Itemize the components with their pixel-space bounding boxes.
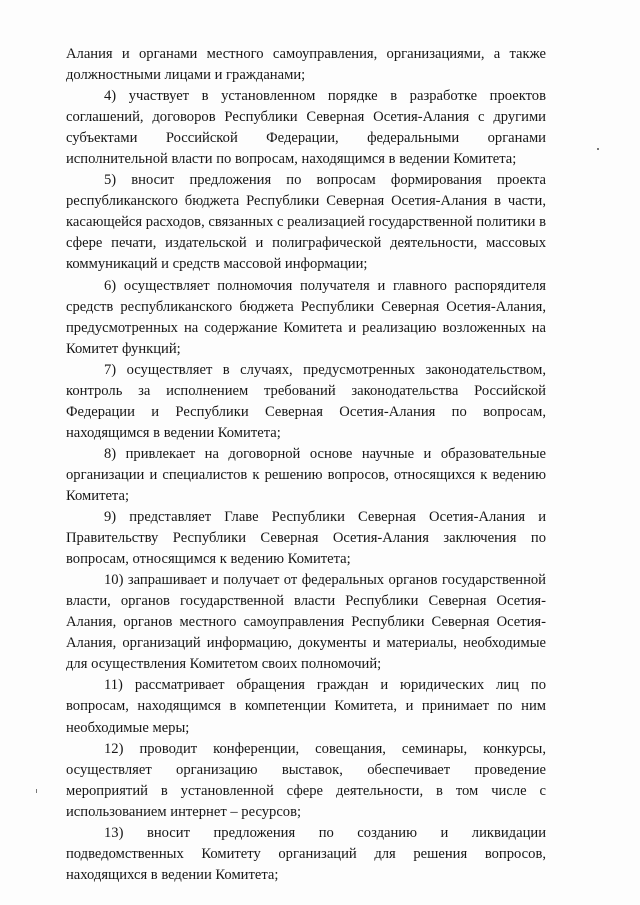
paragraph-item-12: 12) проводит конференции, совещания, семинары, конкурсы, осуществляет организацию выставок, обеспечивает проведение мероприятий в установленной сфере деятельности, в том числе с использованием интернет – ресурсов; bbox=[66, 740, 546, 820]
paragraph-item-6: 6) осуществляет полномочия получателя и главного распорядителя средств республиканского бюджета Республики Северная Осетия-Алания, предусмотренных на содержание Комитета и реализацию возложенных на Комитет функций; bbox=[66, 277, 546, 357]
paragraph-item-13: 13) вносит предложения по созданию и ликвидации подведомственных Комитету организаций для решения вопросов, находящихся в ведении Комитета; bbox=[66, 824, 546, 883]
paragraph-item-10: 10) запрашивает и получает от федеральных органов государственной власти, органов государственной власти Республики Северная Осетия-Алания, органов местного самоуправления Республики Северная Осетия-Алания, организаций информацию, документы и материалы, необходимые для осуществления Комитетом своих полномочий; bbox=[66, 572, 546, 673]
scan-speck bbox=[597, 148, 599, 150]
paragraph-item-5: 5) вносит предложения по вопросам формирования проекта республиканского бюджета Республики Северная Осетия-Алания в части, касающейся расходов, связанных с реализацией государственной политики в сфере печати, издательской и полиграфической деятельности, массовых коммуникаций и средств массовой информации; bbox=[66, 172, 546, 273]
paragraph-item-4: 4) участвует в установленном порядке в разработке проектов соглашений, договоров Республики Северная Осетия-Алания с другими субъектами Российской Федерации, федеральными органами исполнительной власти по вопросам, находящимся в ведении Комитета; bbox=[66, 88, 546, 168]
scan-speck bbox=[36, 789, 37, 793]
paragraph-item-11: 11) рассматривает обращения граждан и юридических лиц по вопросам, находящимся в компетенции Комитета, и принимает по ним необходимые меры; bbox=[66, 677, 546, 736]
paragraph-item-9: 9) представляет Главе Республики Северная Осетия-Алания и Правительству Республики Северная Осетия-Алания заключения по вопросам, относящимся к ведению Комитета; bbox=[66, 509, 546, 568]
paragraph-item-8: 8) привлекает на договорной основе научные и образовательные организации и специалистов к решению вопросов, относящихся к ведению Комитета; bbox=[66, 445, 546, 504]
paragraph-continuation: Алания и органами местного самоуправления, организациями, а также должностными лицами и гражданами; bbox=[66, 46, 546, 84]
paragraph-item-7: 7) осуществляет в случаях, предусмотренных законодательством, контроль за исполнением требований законодательства Российской Федерации и Республики Северная Осетия-Алания по вопросам, находящимся в ведении Комитета; bbox=[66, 361, 546, 441]
document-body bbox=[66, 44, 546, 886]
